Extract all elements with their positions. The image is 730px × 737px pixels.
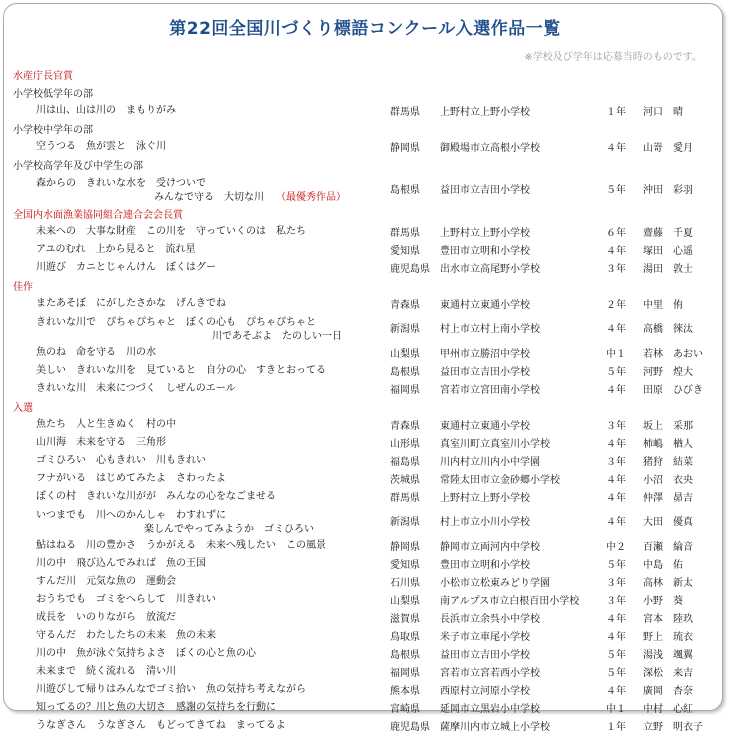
prefecture: 静岡県	[390, 542, 420, 553]
prefecture: 鹿児島県	[390, 722, 430, 733]
prefecture: 山形県	[390, 439, 420, 450]
slogan-line: すんだ川 元気な魚の 運動会	[36, 576, 176, 587]
school-name: 東通村立東通小学校	[440, 300, 530, 311]
student-name: 湯浅 颯翼	[643, 650, 693, 661]
slogan-line: 未来まで 続く流れる 清い川	[36, 666, 176, 677]
student-name: 仲澤 昴吉	[643, 493, 693, 504]
school-name: 上野村立上野小学校	[440, 107, 530, 118]
grade: ３年	[606, 457, 626, 468]
grade: ４年	[606, 475, 626, 486]
entries-list	[0, 68, 730, 737]
prefecture: 愛知県	[390, 560, 420, 571]
slogan-text	[36, 382, 236, 396]
slogan-text	[36, 243, 196, 257]
grade: ４年	[606, 493, 626, 504]
grade: ６年	[606, 228, 626, 239]
slogan-text	[36, 418, 176, 432]
prefecture: 山梨県	[390, 349, 420, 360]
student-name: 沖田 彩羽	[643, 185, 693, 196]
school-name: 米子市立車尾小学校	[440, 632, 530, 643]
entry-row	[0, 575, 730, 593]
grade: ４年	[606, 517, 626, 528]
entry-row	[0, 490, 730, 508]
slogan-line: 川の中 魚が泳ぐ気持ちよさ ぼくの心と魚の心	[36, 648, 256, 659]
entry-row	[0, 104, 730, 122]
slogan-last-line	[36, 191, 346, 205]
slogan-line: 守るんだ わたしたちの未来 魚の未来	[36, 630, 216, 641]
entry-row	[0, 454, 730, 472]
school-name: 益田市立吉田小学校	[440, 650, 530, 661]
student-name: 柿嶋 楢人	[643, 439, 693, 450]
student-name: 中里 侑	[643, 300, 683, 311]
grade: 中２	[606, 542, 626, 553]
student-name: 高橋 徠汰	[643, 324, 693, 335]
entry-row	[0, 225, 730, 243]
slogan-line: うなぎさん うなぎさん もどってきてね まってるよ	[36, 720, 286, 731]
slogan-line: 知ってるの？川と魚の大切さ 感謝の気持ちを行動に	[36, 702, 276, 713]
grade: ４年	[606, 614, 626, 625]
entry-row	[0, 436, 730, 454]
grade: ５年	[606, 668, 626, 679]
entry-row	[0, 719, 730, 737]
slogan-text	[36, 225, 306, 239]
prefecture: 群馬県	[390, 107, 420, 118]
prefecture: 福岡県	[390, 385, 420, 396]
student-name: 小野 葵	[643, 596, 683, 607]
slogan-text	[36, 177, 346, 205]
entry-row	[0, 629, 730, 647]
school-name: 甲州市立勝沼中学校	[440, 349, 530, 360]
entry-row	[0, 508, 730, 539]
school-name: 上野村立上野小学校	[440, 228, 530, 239]
slogan-text	[36, 575, 176, 589]
slogan-text	[36, 472, 226, 486]
entry-row	[0, 297, 730, 315]
slogan-text	[36, 454, 206, 468]
entry-row	[0, 176, 730, 207]
slogan-text	[36, 316, 342, 344]
entry-row	[0, 261, 730, 279]
school-name: 延岡市立黒岩小中学校	[440, 704, 540, 715]
grade: ４年	[606, 439, 626, 450]
section-heading: 入選	[13, 403, 33, 414]
slogan-text	[36, 557, 206, 571]
entry-row	[0, 701, 730, 719]
school-name: 村上市立小川小学校	[440, 517, 530, 528]
school-name: 豊田市立明和小学校	[440, 560, 530, 571]
grade: ５年	[606, 367, 626, 378]
school-name: 出水市立高尾野小学校	[440, 264, 540, 275]
slogan-line: おうちでも ゴミをへらして 川きれい	[36, 594, 216, 605]
slogan-line: フナがいる はじめてみたよ さわったよ	[36, 473, 226, 484]
entry-row	[0, 243, 730, 261]
slogan-text	[36, 701, 276, 715]
prefecture: 山梨県	[390, 596, 420, 607]
prefecture: 島根県	[390, 650, 420, 661]
entry-row	[0, 364, 730, 382]
slogan-line: 成長を いのりながら 放流だ	[36, 612, 176, 623]
slogan-line: ぼくの村 きれいな川がが みんなの心をなごませる	[36, 491, 276, 502]
prefecture: 青森県	[390, 421, 420, 432]
school-note: ※学校及び学年は応募当時のものです。	[524, 52, 702, 63]
grade: ３年	[606, 264, 626, 275]
slogan-text	[36, 297, 226, 311]
grade: ４年	[606, 385, 626, 396]
slogan-text	[36, 539, 326, 553]
slogan-line: 未来への 大事な財産 この川を 守っていくのは 私たち	[36, 226, 306, 237]
grade: ３年	[606, 421, 626, 432]
slogan-line: またあそぼ にがしたさかな げんきでね	[36, 298, 226, 309]
prefecture: 愛知県	[390, 246, 420, 257]
slogan-text	[36, 683, 306, 697]
slogan-text	[36, 593, 216, 607]
slogan-line: 森からの きれいな水を 受けついで	[36, 178, 206, 189]
school-name: 長浜市立余呉小中学校	[440, 614, 540, 625]
grade: 中１	[606, 704, 626, 715]
student-name: 中村 心紅	[643, 704, 693, 715]
slogan-line: 鮎はねる 川の豊かさ うかがえる 未来へ残したい この風景	[36, 540, 326, 551]
prefecture: 群馬県	[390, 493, 420, 504]
prefecture: 滋賀県	[390, 614, 420, 625]
student-name: 河野 煌大	[643, 367, 693, 378]
student-name: 大田 優真	[643, 517, 693, 528]
grade: ２年	[606, 300, 626, 311]
school-name: 益田市立吉田小学校	[440, 185, 530, 196]
entry-row	[0, 647, 730, 665]
slogan-line: 空うつる 魚が雲と 泳ぐ川	[36, 141, 166, 152]
grade: ４年	[606, 143, 626, 154]
prefecture: 新潟県	[390, 517, 420, 528]
student-name: 百瀬 綸音	[643, 542, 693, 553]
student-name: 猪狩 結菜	[643, 457, 693, 468]
grade: ５年	[606, 560, 626, 571]
category-heading: 小学校高学年及び中学生の部	[13, 161, 143, 172]
prefecture: 石川県	[390, 578, 420, 589]
student-name: 河口 晴	[643, 107, 683, 118]
student-name: 若林 あおい	[643, 349, 703, 360]
student-name: 齋藤 千夏	[643, 228, 693, 239]
school-name: 上野村立上野小学校	[440, 493, 530, 504]
prefecture: 新潟県	[390, 324, 420, 335]
student-name: 坂上 采那	[643, 421, 693, 432]
slogan-text	[36, 719, 286, 733]
prefecture: 宮崎県	[390, 704, 420, 715]
entry-row	[0, 315, 730, 346]
slogan-line: 楽しんでやってみようか ゴミひろい	[144, 524, 314, 535]
school-name: 御殿場市立高根小学校	[440, 143, 540, 154]
slogan-line: 川の中 飛び込んでみれば 魚の王国	[36, 558, 206, 569]
slogan-line: 川は山、山は川の まもりがみ	[36, 105, 176, 116]
entry-row	[0, 593, 730, 611]
slogan-text	[36, 509, 314, 537]
slogan-text	[36, 665, 176, 679]
student-name: 高林 新太	[643, 578, 693, 589]
school-name: 西原村立河原小学校	[440, 686, 530, 697]
prefecture: 島根県	[390, 185, 420, 196]
slogan-text	[36, 364, 326, 378]
prefecture: 熊本県	[390, 686, 420, 697]
school-name: 川内村立川内小中学園	[440, 457, 540, 468]
prefecture: 島根県	[390, 367, 420, 378]
slogan-line: 魚のね 命を守る 川の水	[36, 347, 156, 358]
school-name: 益田市立吉田小学校	[440, 367, 530, 378]
prefecture: 鳥取県	[390, 632, 420, 643]
student-name: 野上 琉衣	[643, 632, 693, 643]
prefecture: 青森県	[390, 300, 420, 311]
grade: ５年	[606, 185, 626, 196]
slogan-line: きれいな川で ぴちゃぴちゃと ぼくの心も ぴちゃぴちゃと	[36, 317, 316, 328]
entry-row	[0, 539, 730, 557]
category-heading: 小学校中学年の部	[13, 125, 93, 136]
entry-row	[0, 418, 730, 436]
slogan-line: 魚たち 人と生きぬく 村の中	[36, 419, 176, 430]
slogan-line: 美しい きれいな川を 見ていると 自分の心 すきとおってる	[36, 365, 326, 376]
slogan-text	[36, 104, 176, 118]
slogan-line: 川遊び カニとじゃんけん ぼくはグー	[36, 262, 216, 273]
slogan-line: いつまでも 川へのかんしゃ わすれずに	[36, 510, 226, 521]
student-name: 田原 ひびき	[643, 385, 703, 396]
student-name: 立野 明衣子	[643, 722, 703, 733]
student-name: 小沼 衣央	[643, 475, 693, 486]
student-name: 中島 佑	[643, 560, 683, 571]
school-name: 宮若市立宮田南小学校	[440, 385, 540, 396]
student-name: 山嵜 愛月	[643, 143, 693, 154]
school-name: 南アルプス市立白根百田小学校	[440, 596, 580, 607]
school-name: 豊田市立明和小学校	[440, 246, 530, 257]
slogan-text	[36, 611, 176, 625]
section-heading: 全国内水面漁業協同組合連合会会長賞	[13, 210, 183, 221]
grade: １年	[606, 722, 626, 733]
entry-row	[0, 346, 730, 364]
slogan-line: きれいな川 未来につづく しぜんのエール	[36, 383, 236, 394]
school-name: 東通村立東通小学校	[440, 421, 530, 432]
slogan-text	[36, 346, 156, 360]
school-name: 小松市立松東みどり学園	[440, 578, 550, 589]
entry-row	[0, 472, 730, 490]
grade: ３年	[606, 578, 626, 589]
prefecture: 鹿児島県	[390, 264, 430, 275]
entry-row	[0, 140, 730, 158]
category-heading: 小学校低学年の部	[13, 89, 93, 100]
entry-row	[0, 382, 730, 400]
slogan-line: アユのむれ 上から見ると 流れ星	[36, 244, 196, 255]
slogan-text	[36, 629, 216, 643]
student-name: 廣岡 杏奈	[643, 686, 693, 697]
prefecture: 群馬県	[390, 228, 420, 239]
school-name: 薩摩川内市立城上小学校	[440, 722, 550, 733]
school-name: 常陸太田市立金砂郷小学校	[440, 475, 560, 486]
grade: ４年	[606, 324, 626, 335]
award-label: （最優秀作品）	[276, 192, 346, 203]
slogan-line: ゴミひろい 心もきれい 川もきれい	[36, 455, 206, 466]
page-title: 第22回全国川づくり標語コンクール入選作品一覧	[169, 19, 561, 39]
student-name: 宮本 陸玖	[643, 614, 693, 625]
entry-row	[0, 557, 730, 575]
slogan-line: 川遊びして帰りはみんなでゴミ拾い 魚の気持ち考えながら	[36, 684, 306, 695]
grade: ４年	[606, 632, 626, 643]
student-name: 深松 来吉	[643, 668, 693, 679]
prefecture: 福島県	[390, 457, 420, 468]
entry-row	[0, 665, 730, 683]
section-heading: 佳作	[13, 282, 33, 293]
student-name: 湯田 敦士	[643, 264, 693, 275]
slogan-text	[36, 261, 216, 275]
school-name: 宮若市立宮若西小学校	[440, 668, 540, 679]
grade: ４年	[606, 246, 626, 257]
slogan-text	[36, 140, 166, 154]
slogan-line: 川であそぶよ たのしい一日	[212, 331, 342, 342]
student-name: 塚田 心遥	[643, 246, 693, 257]
slogan-text	[36, 490, 276, 504]
grade: ３年	[606, 596, 626, 607]
school-name: 村上市立村上南小学校	[440, 324, 540, 335]
grade: ４年	[606, 686, 626, 697]
prefecture: 福岡県	[390, 668, 420, 679]
entry-row	[0, 611, 730, 629]
slogan-line: 山川海 未来を守る 三角形	[36, 437, 166, 448]
prefecture: 静岡県	[390, 143, 420, 154]
slogan-text	[36, 436, 166, 450]
entry-row	[0, 683, 730, 701]
school-name: 真室川町立真室川小学校	[440, 439, 550, 450]
grade: 中１	[606, 349, 626, 360]
school-name: 静岡市立両河内中学校	[440, 542, 540, 553]
prefecture: 茨城県	[390, 475, 420, 486]
slogan-text	[36, 647, 256, 661]
section-heading: 水産庁長官賞	[13, 71, 73, 82]
slogan-line: みんなで守る 大切な川	[154, 192, 264, 203]
grade: １年	[606, 107, 626, 118]
grade: ５年	[606, 650, 626, 661]
